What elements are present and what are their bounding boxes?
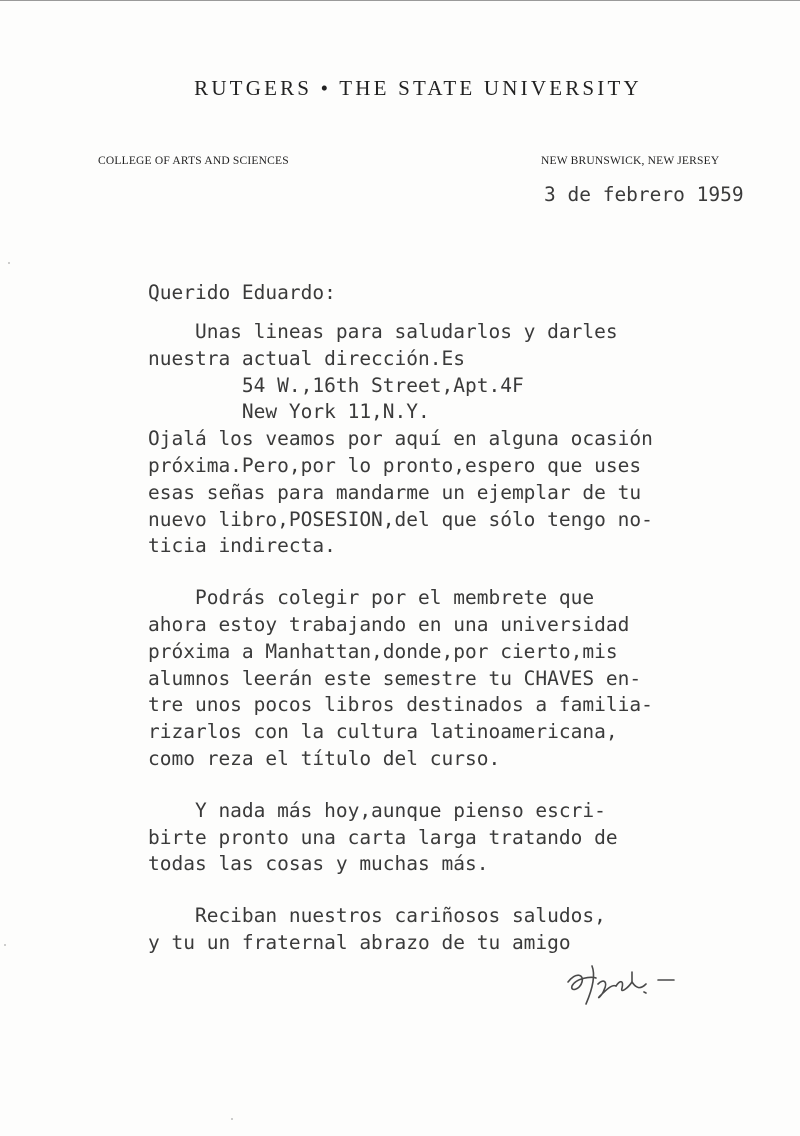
letter-line: como reza el título del curso.: [148, 746, 501, 770]
letterhead-title: RUTGERS • THE STATE UNIVERSITY: [194, 76, 642, 100]
letter-line: Podrás colegir por el membrete que: [148, 586, 595, 610]
letter-line: 54 W.,16th Street,Apt.4F: [148, 373, 524, 397]
paper-speck: [231, 1118, 233, 1120]
letter-line: y tu un fraternal abrazo de tu amigo: [148, 930, 571, 954]
paper-speck: [8, 262, 10, 264]
letter-date: 3 de febrero 1959: [544, 183, 744, 206]
letter-line: rizarlos con la cultura latinoamericana,: [148, 720, 618, 744]
letter-salutation: Querido Eduardo:: [148, 281, 336, 304]
letter-line: esas señas para mandarme un ejemplar de tu: [148, 480, 642, 504]
letter-line: New York 11,N.Y.: [148, 400, 430, 424]
letter-line: tre unos pocos libros destinados a familia-: [148, 693, 653, 717]
letter-line: nuevo libro,POSESION,del que sólo tengo no-: [148, 507, 653, 531]
letter-line: próxima.Pero,por lo pronto,espero que uses: [148, 453, 642, 477]
letter-line: ahora estoy trabajando en una universidad: [148, 612, 630, 636]
letter-line: nuestra actual dirección.Es: [148, 346, 465, 370]
paragraph-gap: [148, 878, 800, 903]
letter-body: [148, 319, 800, 957]
letter-line: alumnos leerán este semestre tu CHAVES en-: [148, 666, 642, 690]
letter-line: próxima a Manhattan,donde,por cierto,mis: [148, 639, 618, 663]
paper-speck: [4, 944, 6, 946]
letter-line: todas las cosas y muchas más.: [148, 852, 489, 876]
letter-line: Unas lineas para saludarlos y darles: [148, 320, 618, 343]
page-top-edge: [0, 0, 800, 1]
signature-icon: [562, 960, 722, 1010]
letter-line: Ojalá los veamos por aquí en alguna ocasión: [148, 427, 653, 451]
letter-line: ticia indirecta.: [148, 534, 336, 558]
paragraph-gap: [148, 773, 800, 798]
letter-line: Y nada más hoy,aunque pienso escri-: [148, 798, 606, 822]
paragraph-gap: [148, 560, 800, 585]
letter-line: Reciban nuestros cariñosos saludos,: [148, 904, 606, 928]
letterhead-college: COLLEGE OF ARTS AND SCIENCES: [98, 155, 289, 167]
letterhead-location: NEW BRUNSWICK, NEW JERSEY: [541, 155, 720, 167]
letter-line: birte pronto una carta larga tratando de: [148, 825, 618, 849]
